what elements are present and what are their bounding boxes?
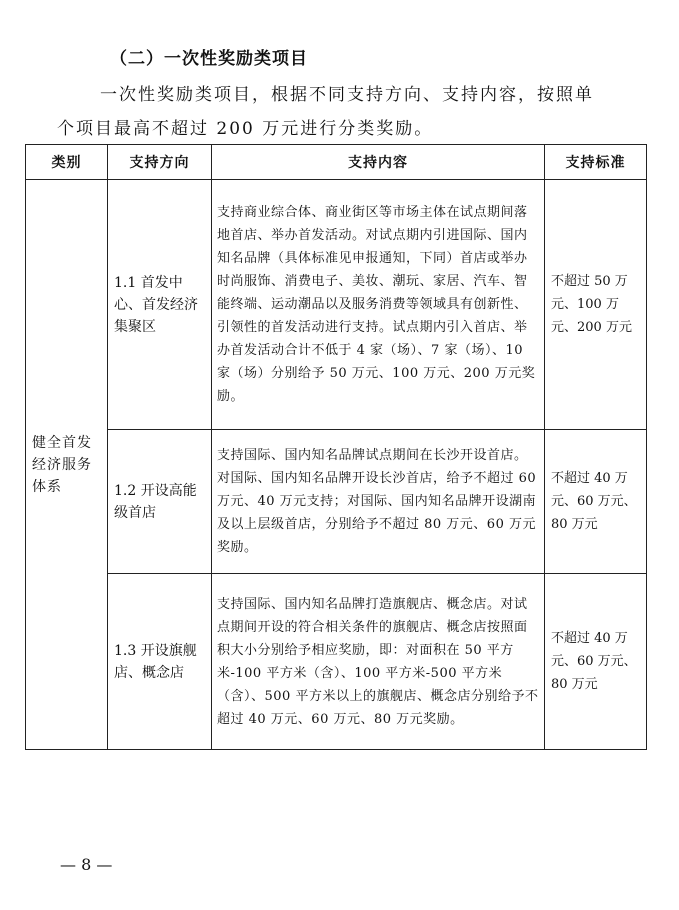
section-title: （二）一次性奖励类项目: [110, 49, 308, 69]
header-standard: 支持标准: [545, 145, 647, 180]
direction-cell: 1.2 开设高能级首店: [108, 430, 212, 574]
content-cell: 支持国际、国内知名品牌试点期间在长沙开设首店。对国际、国内知名品牌开设长沙首店，给予不超过 60 万元、40 万元支持；对国际、国内知名品牌开设湖南及以上层级首店，分别给予不超过 80 万元、60 万元奖励。: [212, 430, 545, 574]
intro-paragraph-line-2: 个项目最高不超过 200 万元进行分类奖励。: [57, 119, 434, 139]
page-number: — 8 —: [60, 855, 113, 874]
table-header-row: [26, 145, 647, 180]
content-cell: 支持商业综合体、商业街区等市场主体在试点期间落地首店、举办首发活动。对试点期内引进国际、国内知名品牌（具体标准见申报通知，下同）首店或举办时尚服饰、消费电子、美妆、潮玩、家居、汽车、智能终端、运动潮品以及服务消费等领域具有创新性、引领性的首发活动进行支持。试点期内引入首店、举办首发活动合计不低于 4 家（场）、7 家（场）、10 家（场）分别给予 50 万元、100 万元、200 万元奖励。: [212, 180, 545, 430]
table-row: [26, 430, 647, 574]
intro-paragraph-line-1: 一次性奖励类项目，根据不同支持方向、支持内容，按照单: [100, 85, 594, 105]
direction-cell: 1.1 首发中心、首发经济集聚区: [108, 180, 212, 430]
category-cell: 健全首发经济服务体系: [26, 180, 108, 750]
content-cell: 支持国际、国内知名品牌打造旗舰店、概念店。对试点期间开设的符合相关条件的旗舰店、概念店按照面积大小分别给予相应奖励，即：对面积在 50 平方米-100 平方米（含）、100 平方米-500 平方米（含）、500 平方米以上的旗舰店、概念店分别给予不超过 40 万元、60 万元、80 万元奖励。: [212, 574, 545, 750]
direction-cell: 1.3 开设旗舰店、概念店: [108, 574, 212, 750]
header-category: 类别: [26, 145, 108, 180]
table-row: [26, 180, 647, 430]
support-table: [25, 144, 647, 750]
standard-cell: 不超过 40 万元、60 万元、80 万元: [545, 574, 647, 750]
header-content: 支持内容: [212, 145, 545, 180]
standard-cell: 不超过 50 万元、100 万元、200 万元: [545, 180, 647, 430]
header-direction: 支持方向: [108, 145, 212, 180]
table-row: [26, 574, 647, 750]
standard-cell: 不超过 40 万元、60 万元、80 万元: [545, 430, 647, 574]
